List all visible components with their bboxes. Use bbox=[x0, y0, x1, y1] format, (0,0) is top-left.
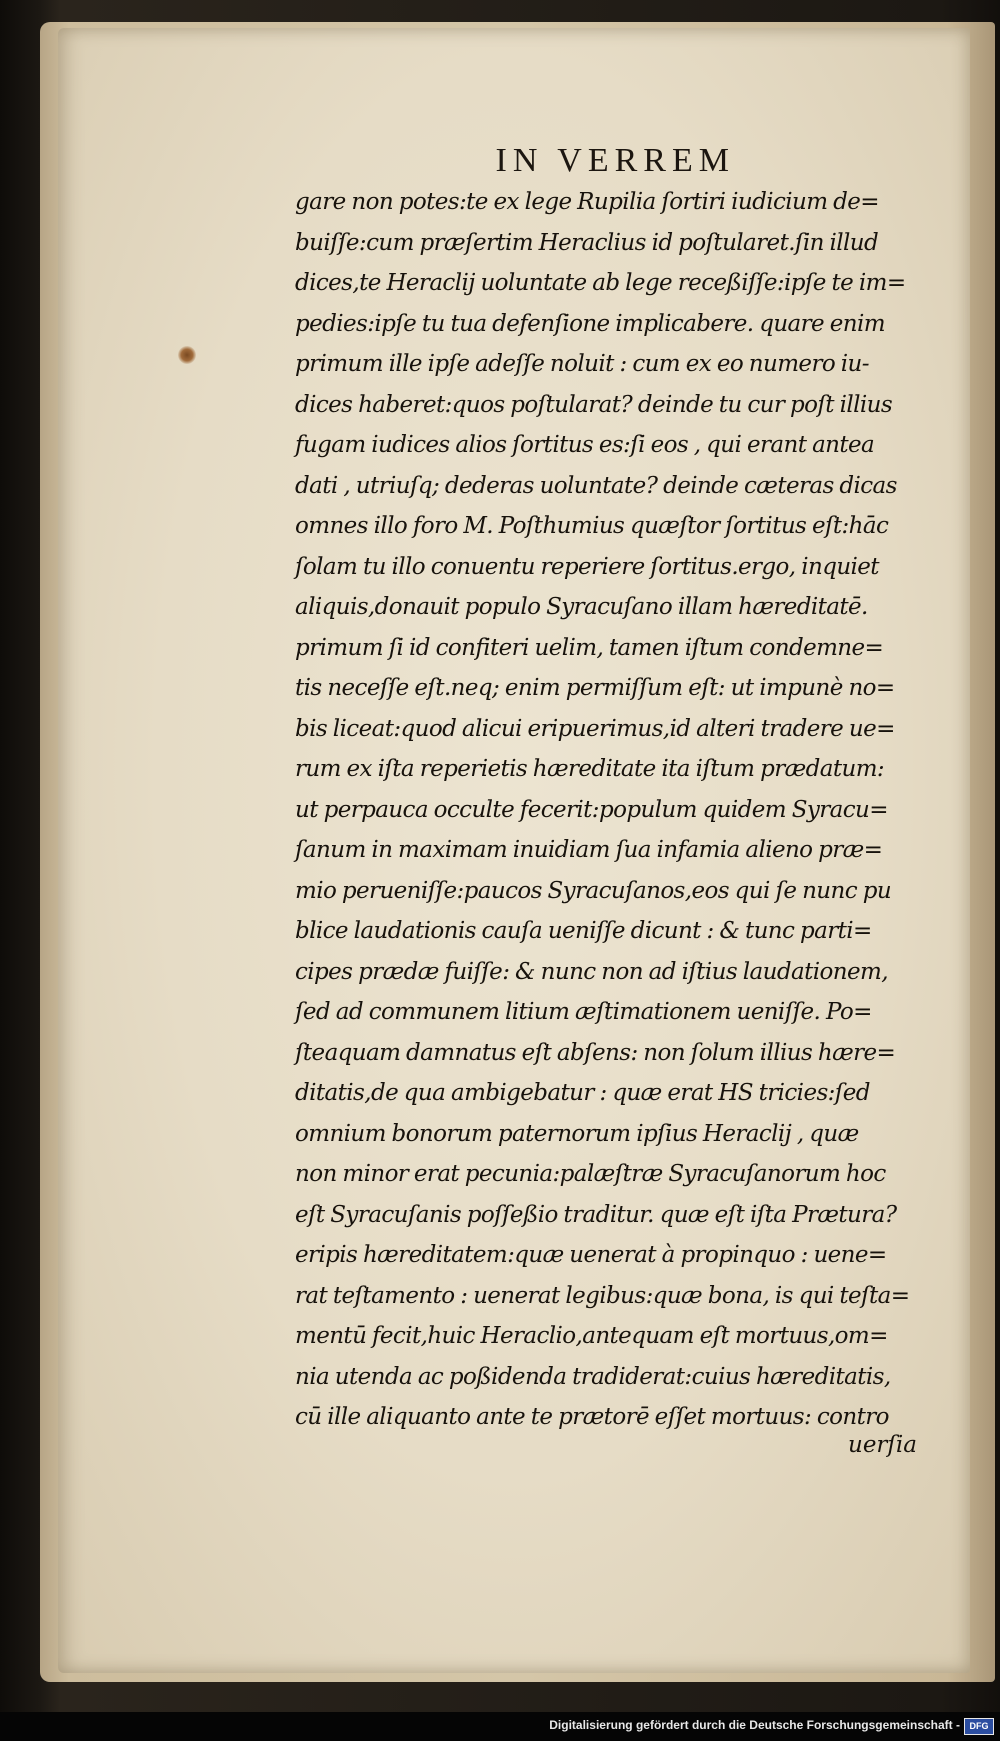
text-line: rum ex iſta reperietis hæreditate ita iſtum prædatum: bbox=[295, 756, 885, 782]
text-line: ut perpauca occulte fecerit:populum quidem Syracu= bbox=[295, 796, 888, 823]
text-line: non minor erat pecunia:palæſtræ Syracuſanorum hoc bbox=[295, 1161, 886, 1187]
text-line: ſanum in maximam inuidiam ſua infamia alieno præ= bbox=[295, 837, 883, 863]
text-line: ſolam tu illo conuentu reperiere ſortitus.ergo, inquiet bbox=[295, 553, 879, 580]
catchword: uerſia bbox=[848, 1432, 917, 1458]
text-line: cipes prædæ fuiſſe: & nunc non ad iſtius laudationem, bbox=[295, 958, 888, 985]
running-head: IN VERREM bbox=[495, 142, 735, 179]
text-line: ſed ad communem litium æſtimationem ueniſſe. Po= bbox=[295, 999, 872, 1025]
paper-stain bbox=[178, 346, 196, 364]
text-line: mio perueniſſe:paucos Syracuſanos,eos qui ſe nunc pu bbox=[295, 877, 892, 904]
text-line: fugam iudices alios ſortitus es:ſi eos , qui erant antea bbox=[295, 432, 875, 458]
text-line: primum ſi id confiteri uelim, tamen iſtum condemne= bbox=[295, 634, 884, 661]
text-line: bis liceat:quod alicui eripuerimus,id alteri tradere ue= bbox=[295, 715, 895, 742]
text-line: dices haberet:quos poſtularat? deinde tu cur poſt illius bbox=[295, 391, 893, 418]
text-line: mentū fecit,huic Heraclio,antequam eſt mortuus,om= bbox=[295, 1323, 888, 1349]
text-line: blice laudationis cauſa ueniſſe dicunt : & tunc parti= bbox=[295, 918, 872, 944]
text-line: nia utenda ac poßidenda tradiderat:cuius hæreditatis, bbox=[295, 1363, 891, 1390]
body-text bbox=[295, 182, 945, 1438]
text-line: primum ille ipſe adeſſe noluit : cum ex eo numero iu- bbox=[295, 351, 869, 377]
text-line: eſt Syracuſanis poſſeßio traditur. quæ eſt iſta Prætura? bbox=[295, 1201, 897, 1228]
text-line: tis neceſſe eſt.neq; enim permiſſum eſt: ut impunè no= bbox=[295, 675, 895, 701]
text-line: gare non potes:te ex lege Rupilia ſortiri iudicium de= bbox=[295, 189, 879, 215]
text-line: aliquis,donauit populo Syracuſano illam hæreditatē. bbox=[295, 594, 868, 620]
dfg-logo: DFG bbox=[964, 1718, 994, 1735]
text-line: ſteaquam damnatus eſt abſens: non ſolum illius hære= bbox=[295, 1039, 896, 1066]
text-line: dati , utriuſq; dederas uoluntate? deinde cæteras dicas bbox=[295, 472, 897, 499]
text-line: dices,te Heraclij uoluntate ab lege receßiſſe:ipſe te im= bbox=[295, 270, 906, 296]
text-line: ditatis,de qua ambigebatur : quæ erat HS tricies:ſed bbox=[295, 1080, 870, 1106]
text-line: cū ille aliquanto ante te prætorē eſſet mortuus: contro bbox=[295, 1404, 889, 1430]
text-line: omnium bonorum paternorum ipſius Heraclij , quæ bbox=[295, 1120, 859, 1147]
text-line: rat teſtamento : uenerat legibus:quæ bona, is qui teſta= bbox=[295, 1282, 910, 1309]
text-line: buiſſe:cum præſertim Heraclius id poſtularet.ſin illud bbox=[295, 229, 879, 256]
text-line: pedies:ipſe tu tua defenſione implicabere. quare enim bbox=[295, 310, 885, 337]
funding-credit: Digitalisierung gefördert durch die Deutsche Forschungsgemeinschaft - bbox=[549, 1718, 960, 1732]
digitization-footer bbox=[0, 1712, 1000, 1741]
text-line: omnes illo foro M. Poſthumius quæſtor ſortitus eſt:hāc bbox=[295, 513, 889, 539]
text-line: eripis hæreditatem:quæ uenerat à propinquo : uene= bbox=[295, 1242, 887, 1268]
